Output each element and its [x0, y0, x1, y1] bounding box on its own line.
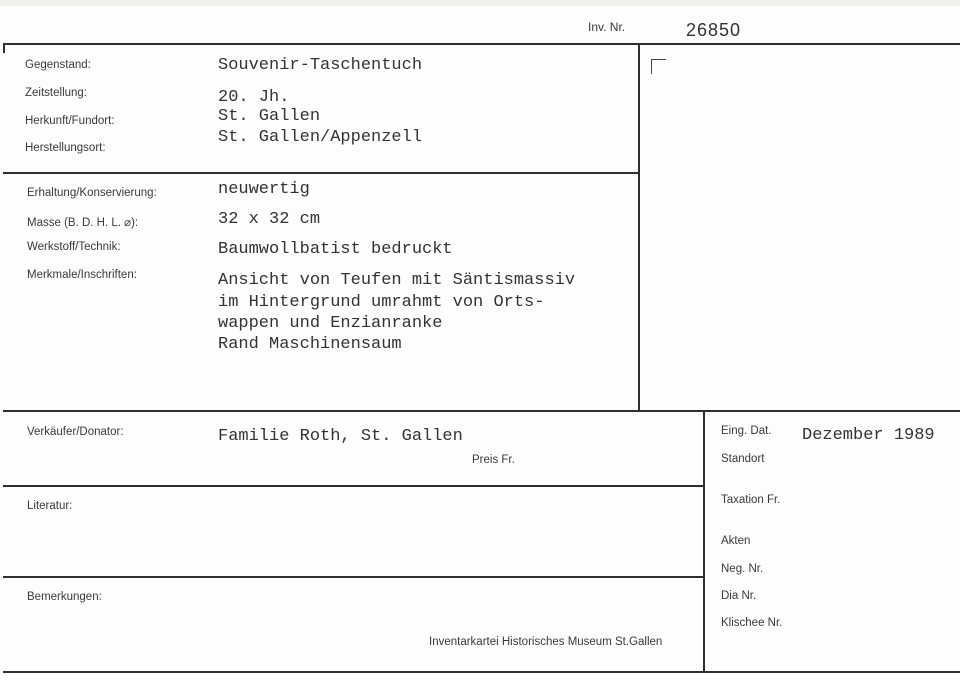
herkunft-label: Herkunft/Fundort: [25, 115, 115, 127]
gegenstand-label: Gegenstand: [25, 59, 91, 71]
section-divider-3 [3, 485, 704, 487]
herstellungsort-label: Herstellungsort: [25, 142, 106, 154]
donator-label: Verkäufer/Donator: [27, 426, 124, 438]
neg-nr-label: Neg. Nr. [721, 563, 764, 575]
image-corner-mark [651, 59, 666, 74]
card-top-edge [0, 0, 960, 6]
donator-value: Familie Roth, St. Gallen [218, 427, 463, 446]
merkmale-line: Rand Maschinensaum [218, 335, 402, 354]
section-divider-2 [3, 410, 960, 412]
bottom-border [3, 671, 960, 673]
merkmale-line: wappen und Enzianranke [218, 314, 443, 333]
zeitstellung-value: 20. Jh. [218, 88, 290, 107]
inv-nr-value: 26850 [686, 20, 742, 40]
image-box-divider [638, 43, 640, 411]
klischee-nr-label: Klischee Nr. [721, 617, 783, 629]
masse-label: Masse (B. D. H. L. ⌀): [27, 217, 139, 229]
preis-label: Preis Fr. [472, 454, 515, 466]
section-divider-4 [3, 576, 704, 578]
merkmale-label: Merkmale/Inschriften: [27, 269, 137, 281]
taxation-label: Taxation Fr. [721, 494, 781, 506]
herstellungsort-value: St. Gallen/Appenzell [218, 128, 423, 147]
dia-nr-label: Dia Nr. [721, 590, 757, 602]
zeitstellung-label: Zeitstellung: [25, 87, 88, 99]
header-divider [3, 43, 960, 45]
akten-label: Akten [721, 535, 751, 547]
inv-nr-label: Inv. Nr. [588, 20, 626, 34]
bemerkungen-label: Bemerkungen: [27, 591, 102, 603]
merkmale-line: Ansicht von Teufen mit Säntismassiv [218, 271, 576, 290]
side-column-divider [703, 410, 705, 672]
card-footer: Inventarkartei Historisches Museum St.Gallen [429, 636, 663, 648]
eing-dat-label: Eing. Dat. [721, 425, 772, 437]
section-divider-1 [3, 172, 639, 174]
masse-value: 32 x 32 cm [218, 210, 321, 229]
merkmale-line: im Hintergrund umrahmt von Orts- [218, 293, 545, 312]
erhaltung-label: Erhaltung/Konservierung: [27, 187, 157, 199]
gegenstand-value: Souvenir-Taschentuch [218, 56, 423, 75]
herkunft-value: St. Gallen [218, 107, 321, 126]
eing-dat-value: Dezember 1989 [802, 426, 935, 445]
werkstoff-value: Baumwollbatist bedruckt [218, 240, 453, 259]
erhaltung-value: neuwertig [218, 180, 310, 199]
left-edge-tick [3, 43, 5, 53]
standort-label: Standort [721, 453, 765, 465]
literatur-label: Literatur: [27, 500, 73, 512]
werkstoff-label: Werkstoff/Technik: [27, 241, 121, 253]
